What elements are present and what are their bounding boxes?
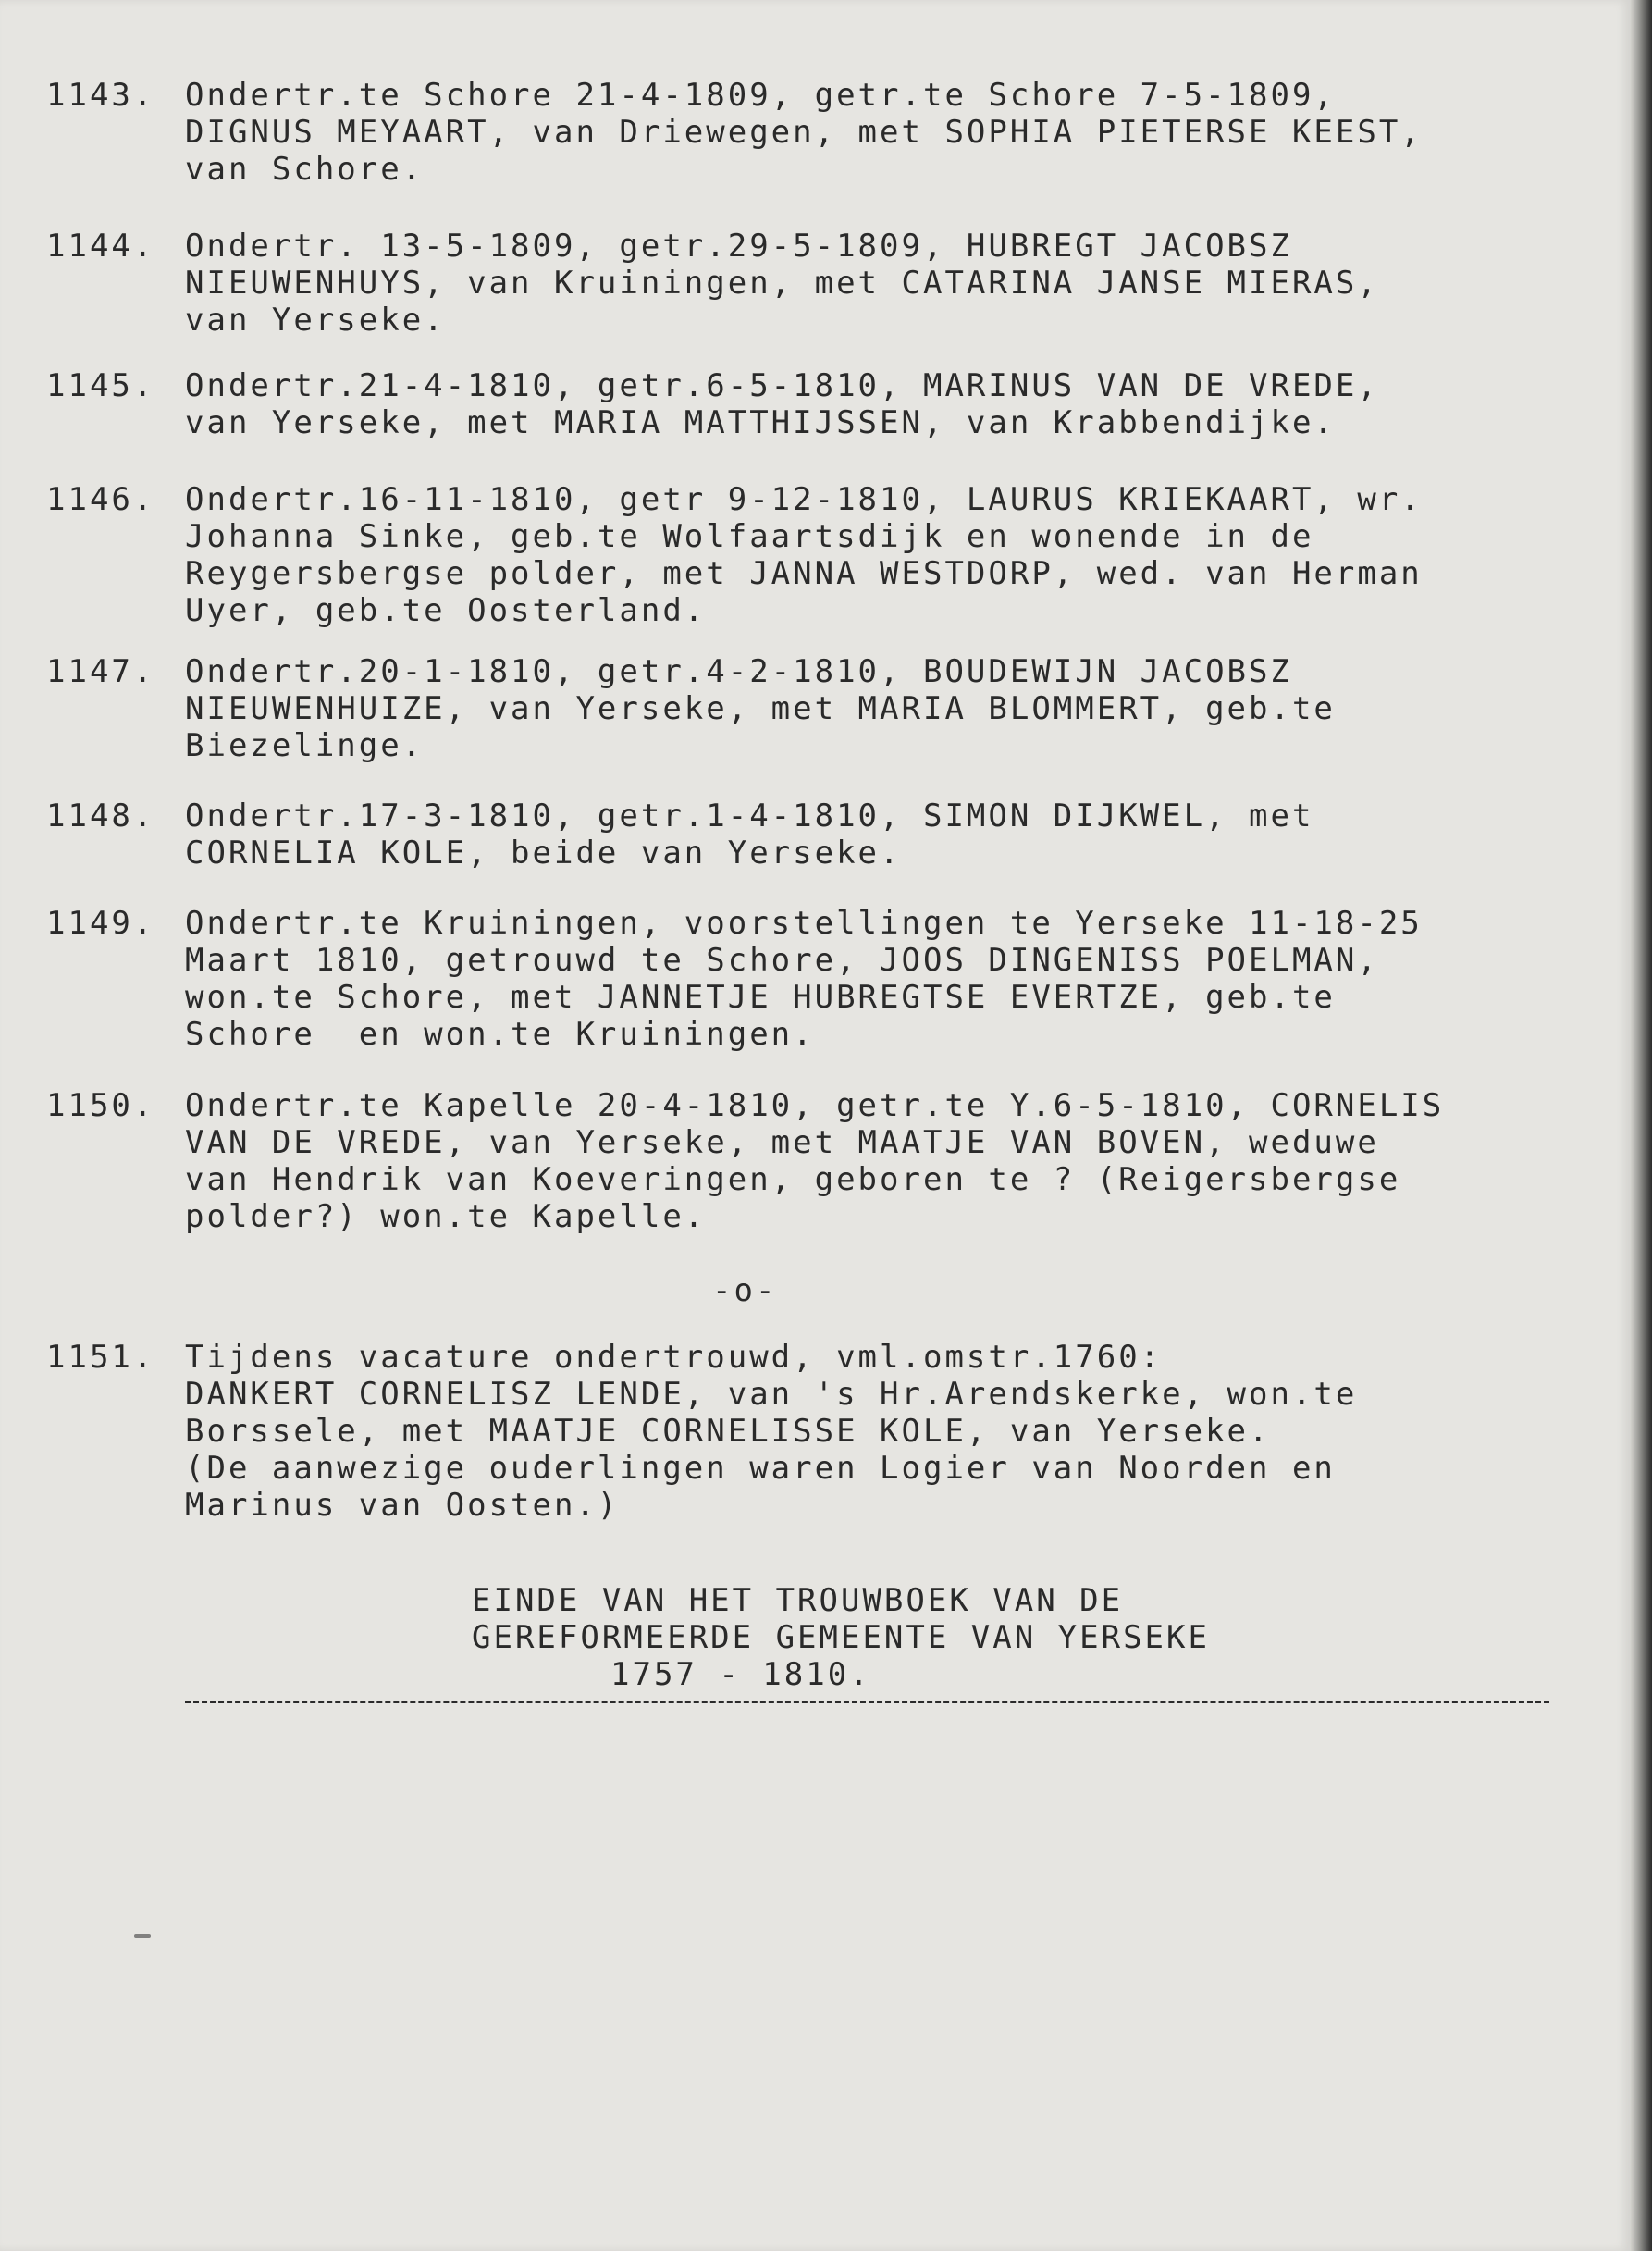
ink-smudge [134,1934,151,1938]
entry-number: 1147. [46,653,155,690]
end-note [472,1582,1304,1693]
entry-line: NIEUWENHUIZE, van Yerseke, met MARIA BLOMMERT, geb.te [185,690,1336,727]
entry-line: Biezelinge. [185,727,425,764]
end-note-years: 1757 - 1810. [610,1656,871,1693]
entry-number: 1149. [46,905,155,942]
entry-line: van Yerseke. [185,302,446,339]
entry-line: Uyer, geb.te Oosterland. [185,592,707,629]
entry-line: Ondertr.te Kruiningen, voorstellingen te Yerseke 11-18-25 [185,905,1423,942]
entry-line: DIGNUS MEYAART, van Driewegen, met SOPHIA PIETERSE KEEST, [185,114,1423,151]
entry-line: CORNELIA KOLE, beide van Yerseke. [185,835,902,872]
entry-number: 1145. [46,367,155,404]
end-note-line: EINDE VAN HET TROUWBOEK VAN DE [472,1582,1124,1619]
entry-number: 1151. [46,1339,155,1376]
entry-line: Ondertr.20-1-1810, getr.4-2-1810, BOUDEWIJN JACOBSZ [185,653,1292,690]
entry-line: Ondertr.21-4-1810, getr.6-5-1810, MARINUS VAN DE VREDE, [185,367,1379,404]
entry-line: Tijdens vacature ondertrouwd, vml.omstr.1760: [185,1339,1163,1376]
dashed-divider [185,1701,1549,1703]
entry-line: Ondertr.te Kapelle 20-4-1810, getr.te Y.6-5-1810, CORNELIS [185,1087,1445,1124]
entry-line: Reygersbergse polder, met JANNA WESTDORP, wed. van Herman [185,555,1423,592]
entry-line: van Hendrik van Koeveringen, geboren te ? (Reigersbergse [185,1161,1401,1198]
entry-line: DANKERT CORNELISZ LENDE, van 's Hr.Arendskerke, won.te [185,1376,1358,1413]
entry-line: Borssele, met MAATJE CORNELISSE KOLE, van Yerseke. [185,1413,1271,1450]
entry-line: Ondertr. 13-5-1809, getr.29-5-1809, HUBREGT JACOBSZ [185,228,1292,265]
entry-number: 1146. [46,481,155,518]
entry-number: 1143. [46,77,155,114]
entry-line: NIEUWENHUYS, van Kruiningen, met CATARINA JANSE MIERAS, [185,265,1379,302]
entry-line: van Schore. [185,151,425,188]
entry-line: Ondertr.16-11-1810, getr 9-12-1810, LAURUS KRIEKAART, wr. [185,481,1423,518]
entry-number: 1150. [46,1087,155,1124]
entry-number: 1148. [46,798,155,835]
section-separator: -o- [712,1272,778,1309]
entry-line: won.te Schore, met JANNETJE HUBREGTSE EVERTZE, geb.te [185,979,1336,1016]
entry-line: VAN DE VREDE, van Yerseke, met MAATJE VAN BOVEN, weduwe [185,1124,1379,1161]
entry-line: polder?) won.te Kapelle. [185,1198,707,1235]
entry-line: Schore en won.te Kruiningen. [185,1016,815,1053]
entry-line: Johanna Sinke, geb.te Wolfaartsdijk en wonende in de [185,518,1314,555]
entry-line: (De aanwezige ouderlingen waren Logier van Noorden en [185,1450,1336,1487]
entry-line: Ondertr.te Schore 21-4-1809, getr.te Schore 7-5-1809, [185,77,1336,114]
entry-line: Ondertr.17-3-1810, getr.1-4-1810, SIMON DIJKWEL, met [185,798,1314,835]
entry-line: Marinus van Oosten.) [185,1487,620,1524]
end-note-line: GEREFORMEERDE GEMEENTE VAN YERSEKE [472,1619,1210,1656]
page-edge-shadow [1630,0,1652,2251]
entry-line: van Yerseke, met MARIA MATTHIJSSEN, van Krabbendijke. [185,404,1336,441]
entry-number: 1144. [46,228,155,265]
entry-line: Maart 1810, getrouwd te Schore, JOOS DINGENISS POELMAN, [185,942,1379,979]
